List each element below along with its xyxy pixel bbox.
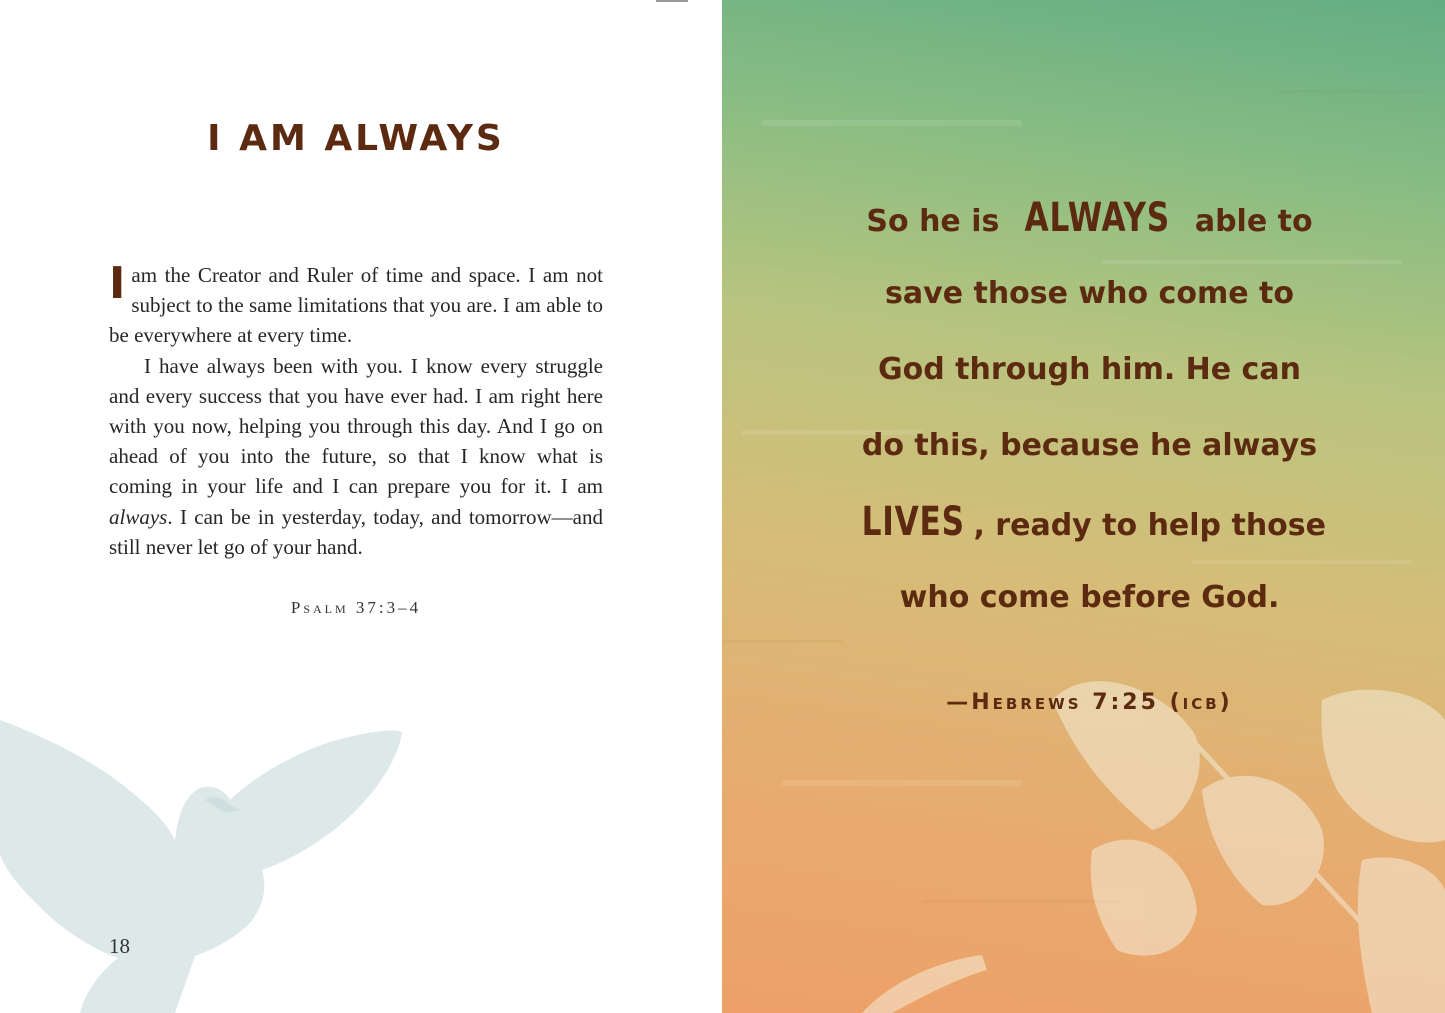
page-number: 18	[109, 934, 130, 958]
drop-cap: I	[109, 258, 126, 309]
verse-text: So he is	[866, 204, 1010, 239]
dove-watermark-icon	[0, 700, 420, 1013]
top-rule	[656, 0, 688, 2]
citation-book: Hebrews	[971, 690, 1082, 715]
verse-line-1	[722, 180, 1445, 256]
citation-dash: —	[946, 690, 972, 715]
verse-citation	[722, 690, 1445, 715]
devotional-body	[109, 260, 603, 562]
paragraph-2-text-a: I have always been with you. I know every struggle and every success that you have ever had. I am right here with you now, helping you through this day. And I go on ahead of you into the future, so that I know what is coming in your life and I can prepare you for it. I am	[109, 353, 603, 499]
left-page	[0, 0, 722, 1013]
verse-line-4: do this, because he always	[861, 428, 1318, 463]
verse-line-5	[722, 484, 1445, 560]
scripture-reference	[0, 598, 712, 618]
paragraph-1	[109, 260, 603, 351]
citation-version: (icb)	[1169, 690, 1233, 715]
chapter-title: I AM ALWAYS	[207, 118, 505, 159]
right-page	[722, 0, 1445, 1013]
verse-line-2: save those who come to	[885, 276, 1294, 311]
emphasis-lives-word: LIVES	[861, 499, 965, 545]
verse-text: , ready to help those	[973, 508, 1326, 543]
paragraph-2	[109, 351, 603, 562]
reference-book: Psalm	[290, 598, 349, 617]
reference-verse: 37:3–4	[355, 598, 422, 617]
verse-text: able to	[1184, 204, 1313, 239]
citation-verse: 7:25	[1092, 690, 1159, 715]
paragraph-2-text-b: . I can be in yesterday, today, and tomorrow—and still never let go of your hand.	[109, 504, 603, 559]
verse-line-3: God through him. He can	[878, 352, 1301, 387]
paragraph-1-text: am the Creator and Ruler of time and space. I am not subject to the same limitations that you are. I am able to be everywhere at every time.	[109, 263, 603, 348]
emphasis-always-word: ALWAYS	[1024, 195, 1170, 241]
verse-quote	[722, 180, 1445, 636]
verse-line-6: who come before God.	[899, 580, 1280, 615]
emphasis-always: always	[109, 504, 168, 529]
